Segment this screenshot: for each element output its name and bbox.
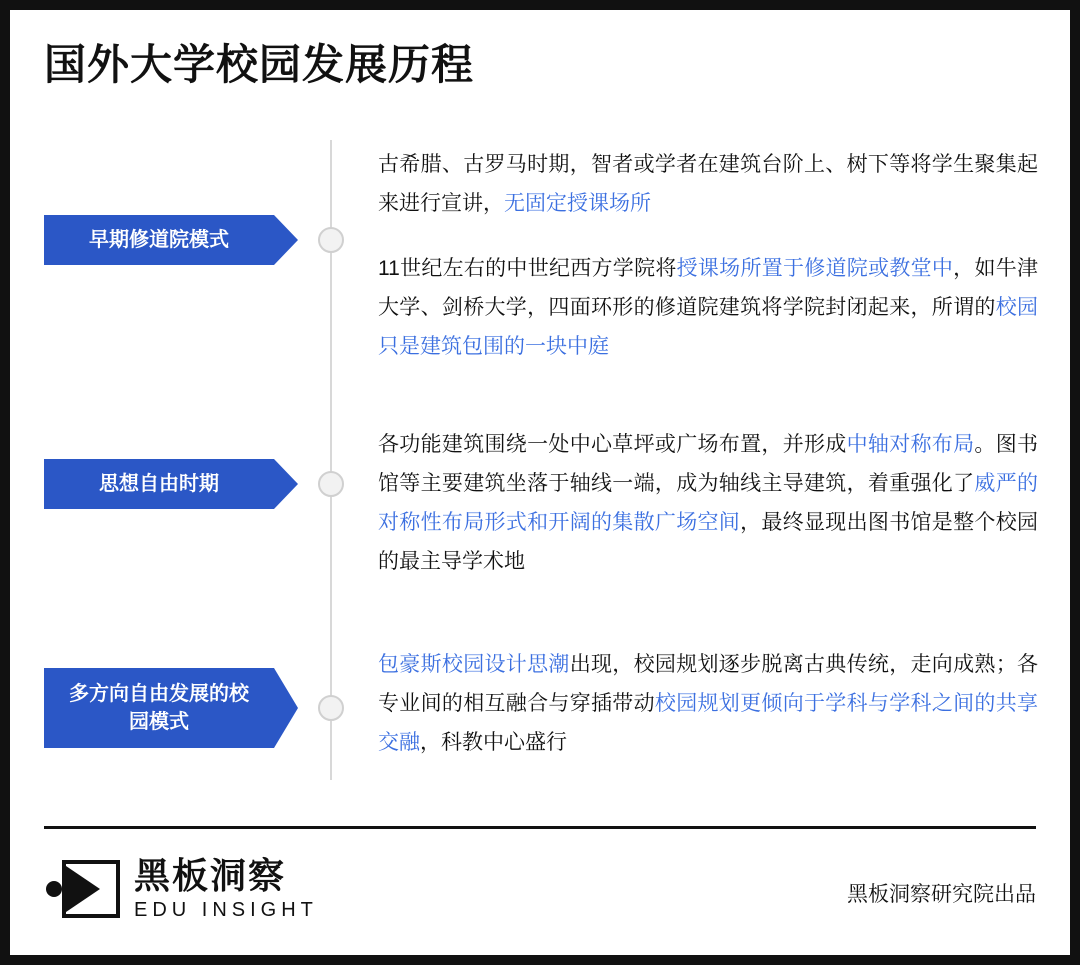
text-run-highlight: 无固定授课场所 <box>504 192 651 215</box>
stage-label-3-text: 多方向自由发展的校园模式 <box>69 683 249 733</box>
stage-body-3 <box>378 645 1038 762</box>
stage-label-1 <box>44 215 274 265</box>
logo-text-cn: 黑板洞察 <box>134 855 287 896</box>
stage-body-1 <box>378 145 1038 366</box>
text-run: 古希腊、古罗马时期，智者或学者在建筑台阶上、树下等将学生聚集起来进行宣讲， <box>378 153 1038 215</box>
stage-label-2 <box>44 459 274 509</box>
frame-border-top <box>0 0 1080 10</box>
stage-label-3 <box>44 668 274 748</box>
logo-mark-icon <box>44 860 120 918</box>
stage-body-2 <box>378 425 1038 581</box>
text-run: 出现，校园规划逐步脱离古典传统，走向成熟；各专业间的相互融合与穿插带动 <box>378 653 1039 715</box>
text-run: ，如牛津大学、剑桥大学，四面环形的修道院建筑将学院封闭起来，所谓的 <box>378 257 1038 319</box>
stage-arrow-3 <box>274 668 298 748</box>
stage-arrow-2 <box>274 459 298 509</box>
text-run-highlight: 授课场所置于修道院或教堂中 <box>676 257 954 280</box>
text-run-highlight: 校园规划更倾向于学科与学科之间的共享交融 <box>378 692 1039 754</box>
frame-border-bottom <box>0 955 1080 965</box>
timeline-dot-2 <box>318 471 344 497</box>
page-title: 国外大学校园发展历程 <box>44 41 475 88</box>
text-run-highlight: 校园只是建筑包围的一块中庭 <box>378 296 1039 358</box>
footer-divider <box>44 826 1036 829</box>
text-run: 。图书馆等主要建筑坐落于轴线一端，成为轴线主导建筑，着重强化了 <box>378 433 1039 495</box>
stage-label-2-text: 思想自由时期 <box>99 473 219 495</box>
text-run-highlight: 中轴对称布局 <box>846 433 975 456</box>
frame-border-right <box>1070 0 1080 965</box>
timeline-dot-1 <box>318 227 344 253</box>
frame-border-left <box>0 0 10 965</box>
footer-credit: 黑板洞察研究院出品 <box>847 883 1036 906</box>
stage-arrow-1 <box>274 215 298 265</box>
logo-text-en: EDU INSIGHT <box>134 899 318 921</box>
stage-label-1-text: 早期修道院模式 <box>89 229 229 251</box>
text-run: ，最终显现出图书馆是整个校园的最主导学术地 <box>378 511 1039 573</box>
stage-1-paragraph-1 <box>378 145 1038 223</box>
text-run: ，科教中心盛行 <box>420 731 567 754</box>
brand-logo <box>44 856 318 922</box>
stage-1-paragraph-2 <box>378 249 1038 366</box>
text-run-highlight: 威严的对称性布局形式和开阔的集散广场空间 <box>378 472 1039 534</box>
timeline-dot-3 <box>318 695 344 721</box>
stage-3-paragraph-1 <box>378 645 1038 762</box>
text-run-highlight: 包豪斯校园设计思潮 <box>378 653 570 676</box>
text-run: 各功能建筑围绕一处中心草坪或广场布置，并形成 <box>378 433 847 456</box>
text-run: 11世纪左右的中世纪西方学院将 <box>378 257 677 280</box>
stage-2-paragraph-1 <box>378 425 1038 581</box>
